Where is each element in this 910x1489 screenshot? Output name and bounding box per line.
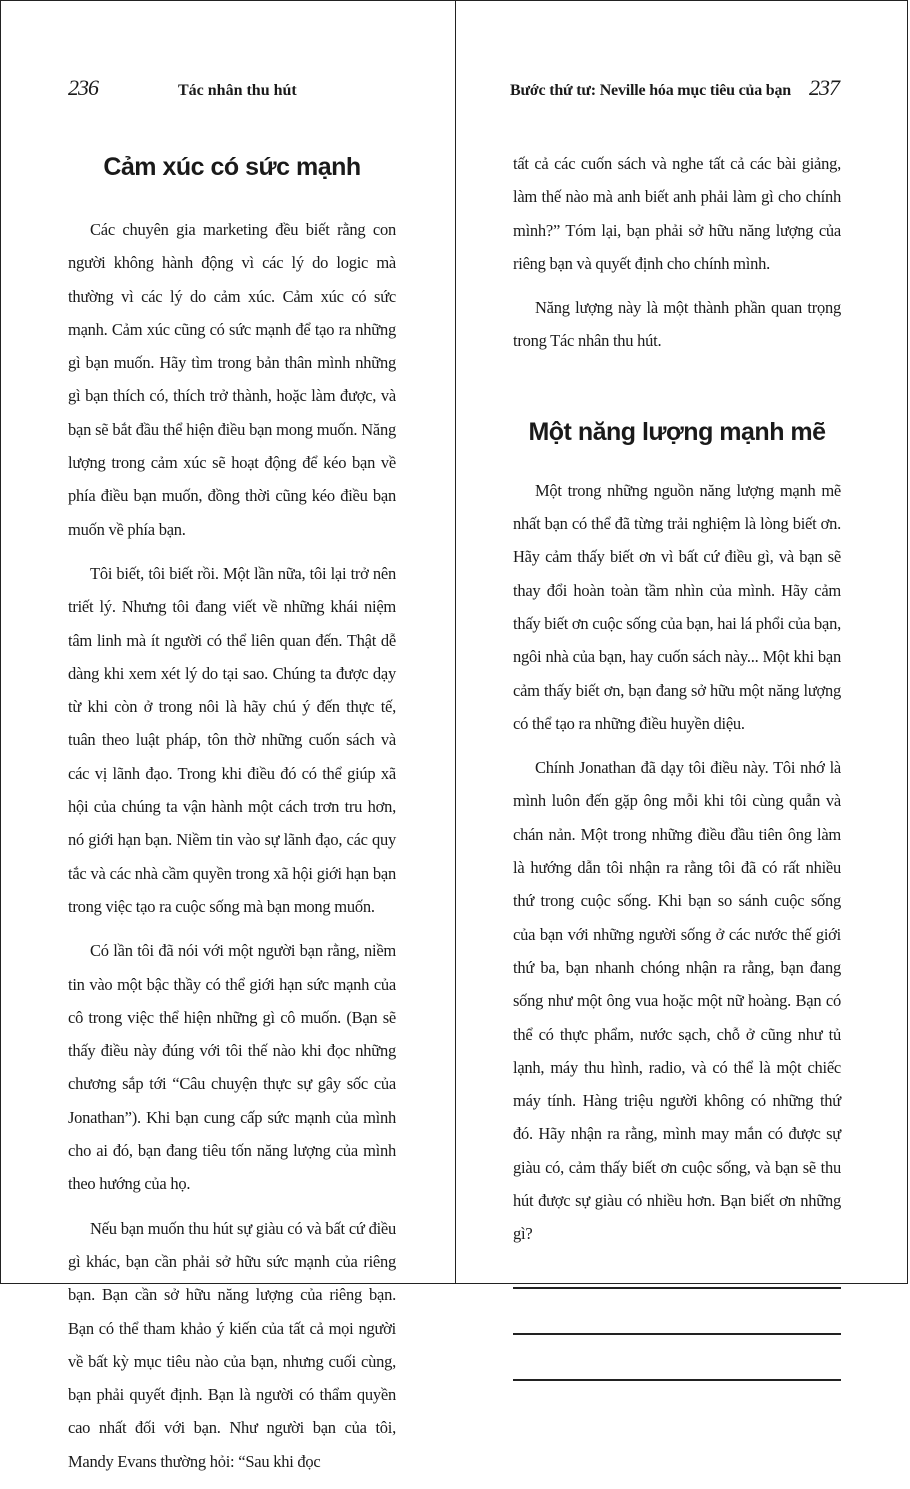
writing-line <box>513 1379 841 1381</box>
right-body-text <box>513 147 841 1425</box>
paragraph: Năng lượng này là một thành phần quan trọng trong Tác nhân thu hút. <box>513 298 841 351</box>
writing-line <box>513 1333 841 1335</box>
paragraph: Nếu bạn muốn thu hút sự giàu có và bất cứ điều gì khác, bạn cần phải sở hữu sức mạnh của riêng bạn. Bạn cần sở hữu năng lượng của riêng bạn. Bạn có thể tham khảo ý kiến của tất cả mọi người về bất kỳ mục tiêu nào của bạn, nhưng cuối cùng, bạn phải quyết định. Bạn là người có thẩm quyền cao nhất đối với bạn. Như người bạn của tôi, Mandy Evans thường hỏi: “Sau khi đọc <box>68 1218 396 1471</box>
left-body-text <box>68 213 396 1489</box>
paragraph: Chính Jonathan đã dạy tôi điều này. Tôi nhớ là mình luôn đến gặp ông mỗi khi tôi cùng quẫn và chán nản. Một trong những điều đầu tiên ông làm là hướng dẫn tôi nhận ra rằng tôi đã có rất nhiều thứ trong cuộc sống. Khi bạn so sánh cuộc sống của bạn với những người sống ở các nước thế giới thứ ba, bạn nhanh chóng nhận ra rằng, bạn đang sống như một ông vua hoặc một nữ hoàng. Bạn có thể có thực phẩm, nước sạch, chỗ ở cũng như tủ lạnh, máy thu hình, radio, và có thể là một chiếc máy tính. Hàng triệu người không có những thứ đó. Hãy nhận ra rằng, mình may mắn có được sự giàu có, cảm thấy biết ơn cuộc sống, và bạn sẽ thu hút được sự giàu có nhiều hơn. Bạn biết ơn những gì? <box>513 758 841 1244</box>
right-running-title: Bước thứ tư: Neville hóa mục tiêu của bạn <box>509 82 791 99</box>
left-page <box>1 1 456 1471</box>
left-running-head <box>68 75 297 104</box>
paragraph: Một trong những nguồn năng lượng mạnh mẽ nhất bạn có thể đã từng trải nghiệm là lòng biết ơn. Hãy cảm thấy biết ơn vì bất cứ điều gì, và bạn sẽ thay đổi hoàn toàn tầm nhìn của mình. Hãy cảm thấy biết ơn cuộc sống của bạn, hai lá phổi của bạn, ngôi nhà của bạn, hay cuốn sách này... Một khi bạn cảm thấy biết ơn, bạn đang sở hữu một năng lượng có thể tạo ra những điều huyền diệu. <box>513 480 841 733</box>
right-running-head <box>510 75 839 104</box>
left-section-heading: Cảm xúc có sức mạnh <box>103 153 361 181</box>
right-section-heading: Một năng lượng mạnh mẽ <box>528 417 826 446</box>
paragraph: Tôi biết, tôi biết rồi. Một lần nữa, tôi lại trở nên triết lý. Nhưng tôi đang viết về những khái niệm tâm linh mà ít người có thể liên quan đến. Thật dễ dàng khi xem xét lý do tại sao. Chúng ta được dạy từ khi còn ở trong nôi là hãy chú ý đến thực tế, tuân theo luật pháp, tôn thờ những cuốn sách và các vị lãnh đạo. Trong khi điều đó có thể giúp xã hội của chúng ta vận hành một cách trơn tru hơn, nó giới hạn bạn. Niềm tin vào sự lãnh đạo, các quy tắc và các nhà cầm quyền trong xã hội giới hạn bạn trong việc tạo ra cuộc sống mà bạn mong muốn. <box>68 563 396 916</box>
paragraph: Có lần tôi đã nói với một người bạn rằng, niềm tin vào một bậc thầy có thể giới hạn sức mạnh của cô trong việc thể hiện những gì cô muốn. (Bạn sẽ thấy điều này đúng với tôi thế nào khi đọc những chương sắp tới “Câu chuyện thực sự gây sốc của Jonathan”). Khi bạn cung cấp sức mạnh của mình cho ai đó, bạn đang tiêu tốn năng lượng của mình theo hướng của họ. <box>68 941 396 1194</box>
writing-line <box>513 1287 841 1289</box>
right-page-number: 237 <box>809 75 839 100</box>
right-page <box>456 1 909 1283</box>
writing-lines <box>513 1287 841 1381</box>
paragraph: Các chuyên gia marketing đều biết rằng con người không hành động vì các lý do logic mà thường vì các lý do cảm xúc. Cảm xúc có sức mạnh. Cảm xúc cũng có sức mạnh để tạo ra những gì bạn muốn. Hãy tìm trong bản thân mình những gì bạn thích có, thích trở thành, hoặc làm được, và bạn sẽ bắt đầu thể hiện điều bạn mong muốn. Năng lượng trong cảm xúc sẽ hoạt động để kéo bạn về phía điều bạn muốn, đồng thời cũng kéo điều bạn muốn về phía bạn. <box>68 220 396 539</box>
paragraph: tất cả các cuốn sách và nghe tất cả các bài giảng, làm thế nào mà anh biết anh phải làm gì cho chính mình?” Tóm lại, bạn phải sở hữu năng lượng của riêng bạn và quyết định cho chính mình. <box>513 154 841 273</box>
left-running-title: Tác nhân thu hút <box>178 82 297 99</box>
left-page-number: 236 <box>68 75 98 100</box>
